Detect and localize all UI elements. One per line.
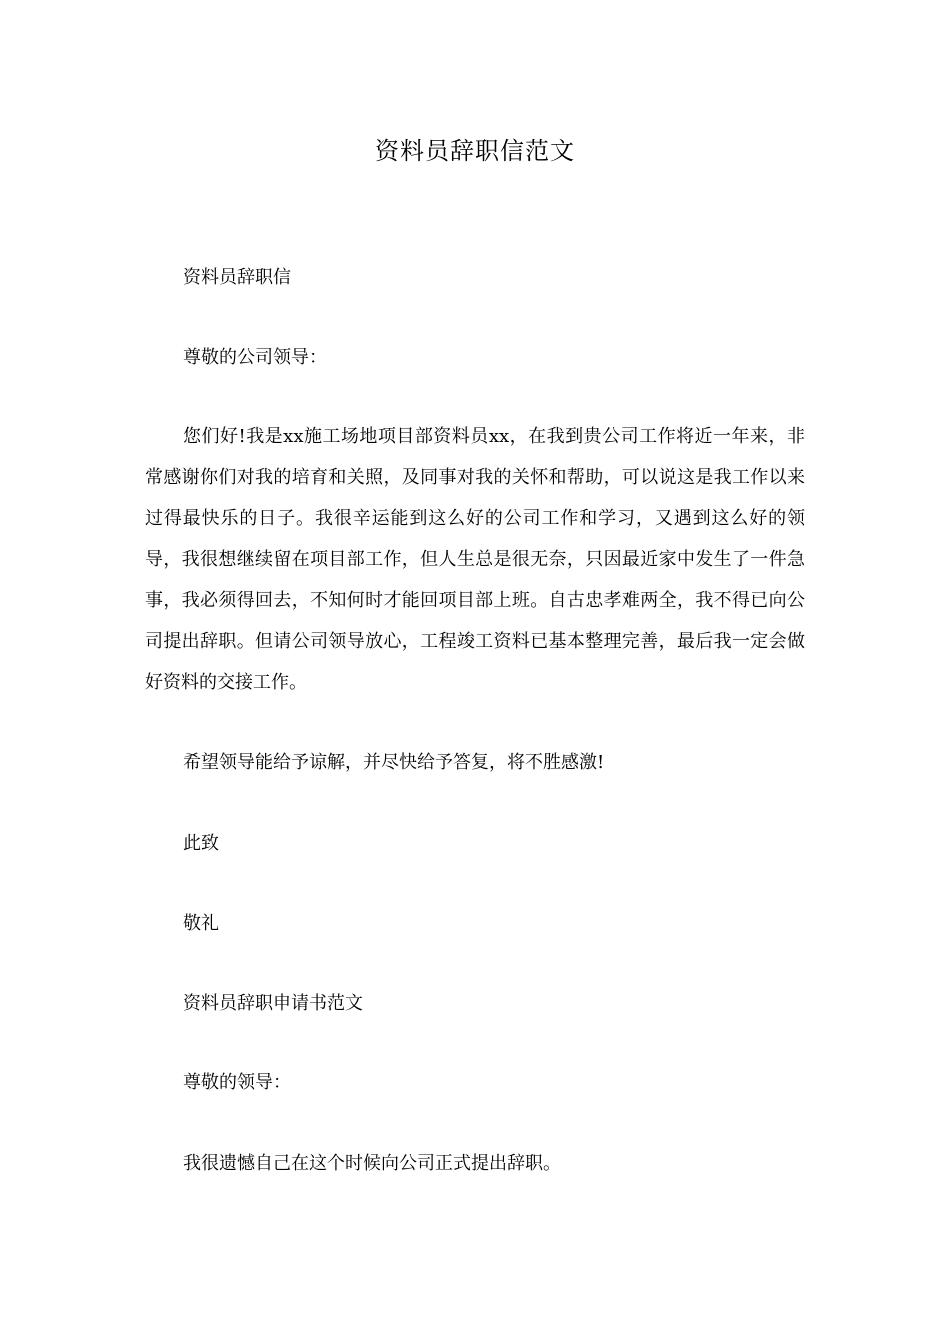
second-letter-heading: 资料员辞职申请书范文 [183,993,363,1014]
letter-closing-jingli: 敬礼 [183,913,219,934]
second-letter-body: 我很遗憾自己在这个时候向公司正式提出辞职。 [183,1153,561,1174]
letter-greeting: 尊敬的公司领导： [183,347,327,368]
letter-closing-cizhi: 此致 [183,833,219,854]
second-letter-greeting: 尊敬的领导： [183,1072,291,1093]
document-title: 资料员辞职信范文 [375,137,575,165]
letter-closing-request: 希望领导能给予谅解，并尽快给予答复，将不胜感激! [183,752,605,773]
letter-heading: 资料员辞职信 [183,267,291,288]
letter-body: 您们好!我是xx施工场地项目部资料员xx，在我到贵公司工作将近一年来，非常感谢你们对我的培育和关照，及同事对我的关怀和帮助，可以说这是我工作以来过得最快乐的日子。我很辛运能到这么好的公司工作和学习，又遇到这么好的领导，我很想继续留在项目部工作，但人生总是很无奈，只因最近家中发生了一件急事，我必须得回去，不知何时才能回项目部上班。自古忠孝难两全，我不得已向公司提出辞职。但请公司领导放心，工程竣工资料已基本整理完善，最后我一定会做好资料的交接工作。 [145,426,805,693]
